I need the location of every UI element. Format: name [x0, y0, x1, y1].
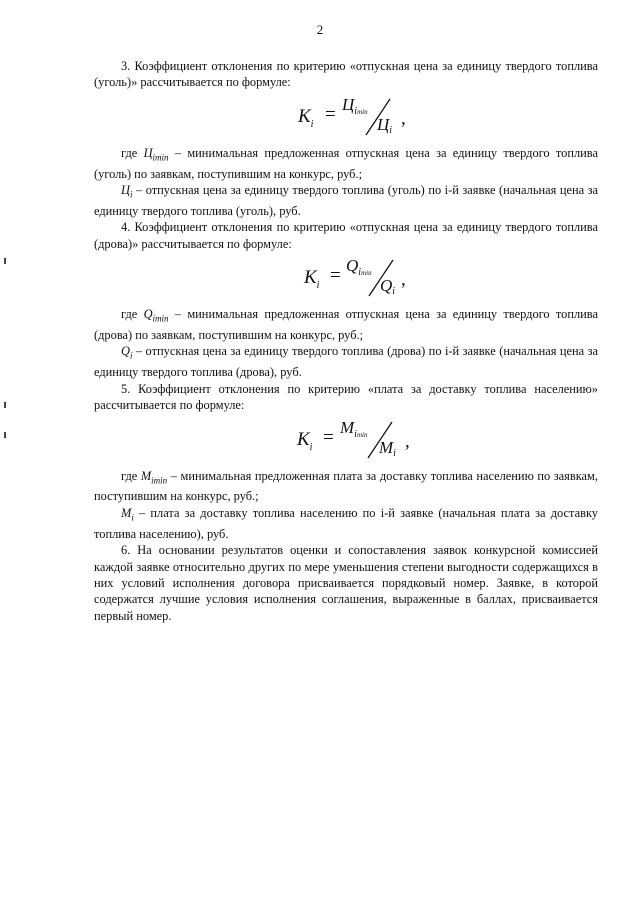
symbol: Q [143, 307, 153, 322]
definition-delivery-min: где $M_{imin}$ – минимальная предложенная плата за доставку топлива населению по заявкам, поступившим на конкурс, руб.; [94, 468, 598, 504]
formula-numerator: Ц [342, 94, 355, 114]
formula-numerator-sub-min: min [357, 107, 368, 116]
paragraph-item-3: 3. Коэффициент отклонения по критерию «отпускная цена за единицу твердого топлива (уголь)» рассчитывается по формуле: [94, 59, 598, 90]
symbol: Ц [121, 183, 130, 198]
formula-lhs: К [297, 428, 310, 450]
formula-comma: , [401, 107, 406, 129]
formula-comma: , [401, 269, 406, 291]
definition-wood-i: $Q_i$ – отпускная цена за единицу твердого топлива (дрова) по i-й заявке (начальная цена за единицу твердого топлива (дрова), руб. [94, 344, 598, 380]
formula-equals: = [323, 426, 334, 448]
margin-mark [4, 432, 6, 438]
document-body [94, 58, 598, 624]
page-number: 2 [316, 22, 324, 37]
symbol: M [121, 505, 132, 520]
formula-denominator-sub: i [389, 124, 393, 136]
formula-numerator: Q [346, 256, 359, 276]
definition-delivery-i: $M_i$ – плата за доставку топлива населению по i-й заявке (начальная плата за доставку топлива населению), руб. [94, 505, 598, 541]
margin-mark [4, 402, 6, 408]
formula-equals: = [325, 103, 336, 125]
formula-lhs-sub: i [310, 118, 314, 130]
formula-denominator-sub: i [393, 447, 396, 459]
margin-mark [4, 258, 6, 264]
paragraph-item-6: 6. На основании результатов оценки и сопоставления заявок конкурсной комиссией каждой заявке относительно других по мере уменьшения степени выгодности содержащихся в них условий исполнения договора присваивается порядковый номер. Заявке, в которой содержатся лучшие условия исполнения соглашения, выраженные в баллах, присваивается первый номер. [94, 543, 598, 623]
formula-lhs-sub: i [309, 441, 313, 453]
formula-lhs-sub: i [316, 279, 320, 291]
formula-wood [94, 258, 598, 302]
formula-numerator-sub-min: min [356, 430, 368, 439]
paragraph-item-5: 5. Коэффициент отклонения по критерию «плата за доставку топлива населению» рассчитывается по формуле: [94, 381, 598, 413]
formula-denominator: M [379, 437, 394, 457]
formula-delivery [94, 417, 598, 464]
definition-coal-min: где $Ц_{imin}$ – минимальная предложенная отпускная цена за единицу твердого топлива (уголь) по заявкам, поступившим на конкурс, руб.; [94, 145, 598, 181]
formula-lhs: К [304, 267, 317, 289]
formula-lhs: К [298, 105, 311, 127]
formula-numerator-sub: i [354, 105, 358, 117]
definition-coal-i: $Ц_i$ – отпускная цена за единицу твердого топлива (уголь) по i-й заявке (начальная цена за единицу твердого топлива (уголь), руб. [94, 183, 598, 218]
formula-denominator-sub: i [392, 286, 396, 298]
formula-denominator: Ц [377, 114, 390, 134]
formula-comma: , [405, 430, 410, 452]
formula-numerator-sub: i [354, 428, 357, 440]
formula-equals: = [330, 265, 341, 287]
formula-numerator: M [340, 417, 355, 437]
formula-numerator-sub: i [358, 267, 362, 279]
symbol: Ц [143, 145, 153, 160]
definition-wood-min: где $Q_{imin}$ – минимальная предложенная отпускная цена за единицу твердого топлива (дрова) по заявкам, поступившим на конкурс, руб.; [94, 307, 598, 343]
symbol: Q [121, 344, 130, 359]
paragraph-item-4: 4. Коэффициент отклонения по критерию «отпускная цена за единицу твердого топлива (дрова)» рассчитывается по формуле: [94, 220, 598, 251]
formula-denominator: Q [380, 276, 393, 296]
symbol: M [140, 468, 152, 483]
formula-coal [94, 94, 598, 141]
formula-numerator-sub-min: min [361, 269, 372, 278]
